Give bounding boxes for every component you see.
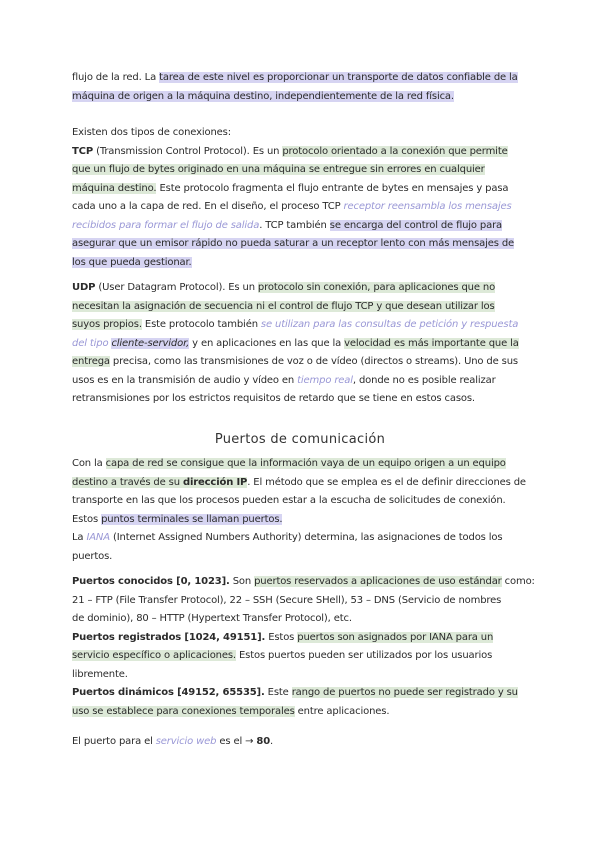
- link-text[interactable]: tiempo real: [297, 374, 353, 386]
- text-line: UDP (User Datagram Protocol). Es un protocolo sin conexión, para aplicaciones que no: [72, 282, 496, 293]
- highlight-purple: tarea de este nivel es proporcionar un transporte de datos confiable de la: [159, 72, 518, 83]
- text-line: TCP (Transmission Control Protocol). Es un protocolo orientado a la conexión que permite: [72, 145, 508, 157]
- highlight-green: suyos propios.: [72, 319, 142, 330]
- text-line: máquina destino. Este protocolo fragmenta el flujo entrante de bytes en mensajes y pasa: [72, 182, 509, 194]
- term-tcp: TCP: [72, 145, 94, 157]
- highlight-green: que un flujo de bytes originado en una máquina se entregue sin errores en cualquier: [72, 164, 485, 175]
- highlight-green: capa de red se consigue que la información vaya de un equipo origen a un equipo: [105, 458, 506, 469]
- paragraph-network-layer: [72, 69, 530, 106]
- highlight-green: velocidad es más importante que la: [344, 337, 519, 349]
- highlight-purple: los que pueda gestionar.: [72, 256, 192, 268]
- text-line: suyos propios. Este protocolo también se utilizan para las consultas de petición y respuesta: [72, 319, 519, 330]
- paragraph-port-ranges: [72, 573, 535, 721]
- text-line: El puerto para el servicio web es el → 80.: [72, 736, 274, 747]
- term-registered-ports: Puertos registrados [1024, 49151].: [72, 631, 266, 643]
- text-line: cada uno a la capa de red. En el diseño, el proceso TCP receptor reensambla los mensajes: [72, 201, 512, 212]
- paragraph-tcp: [72, 124, 530, 272]
- highlight-purple: asegurar que un emisor rápido no pueda saturar a un receptor lento con más mensajes de: [72, 238, 515, 249]
- link-text[interactable]: se utilizan para las consultas de petición y respuesta: [260, 319, 519, 330]
- text-line: [72, 88, 530, 107]
- text-line: servicio específico o aplicaciones. Estos puertos pueden ser utilizados por los usuarios: [72, 650, 493, 661]
- text-line: libremente.: [72, 668, 128, 680]
- text-line: Puertos conocidos [0, 1023]. Son puertos reservados a aplicaciones de uso estándar como:: [72, 576, 535, 587]
- port-number: 80: [256, 736, 271, 747]
- text-line: [72, 254, 530, 273]
- text-line: 21 – FTP (File Transfer Protocol), 22 – SSH (Secure SHell), 53 – DNS (Servicio de nombres: [72, 594, 502, 606]
- text-line: recibidos para formar el flujo de salida. TCP también se encarga del control de flujo para: [72, 219, 503, 231]
- paragraph-web-port: [72, 733, 530, 752]
- highlight-green: destino a través de su: [72, 476, 183, 488]
- text-line: del tipo cliente-servidor, y en aplicaciones en las que la velocidad es más importante que la: [72, 337, 519, 349]
- highlight-green: entrega: [72, 356, 110, 367]
- text-line: uso se establece para conexiones temporales entre aplicaciones.: [72, 705, 390, 717]
- text-line: transporte en las que los procesos pueden estar a la escucha de solicitudes de conexión.: [72, 495, 506, 506]
- text-line: Puertos registrados [1024, 49151]. Estos puertos son asignados por IANA para un: [72, 631, 494, 643]
- highlight-green: uso se establece para conexiones temporales: [72, 705, 295, 717]
- highlight-green: puertos reservados a aplicaciones de uso estándar: [254, 576, 502, 587]
- text-line: retransmisiones por los estrictos requisitos de retardo que se tiene en estos casos.: [72, 393, 475, 404]
- highlight-green: rango de puertos no puede ser registrado y su: [291, 687, 518, 698]
- term-udp: UDP: [72, 282, 96, 293]
- term-well-known-ports: Puertos conocidos [0, 1023].: [72, 576, 230, 587]
- highlight-purple: puntos terminales se llaman puertos.: [101, 513, 283, 525]
- text-line: destino a través de su dirección IP. El método que se emplea es el de definir direcciones de: [72, 476, 526, 488]
- highlight-purple: máquina de origen a la máquina destino, independientemente de la red física.: [72, 90, 454, 102]
- paragraph-ports-intro: [72, 455, 530, 566]
- section-heading: Puertos de comunicación: [214, 432, 386, 447]
- paragraph-udp: [72, 279, 530, 409]
- link-text[interactable]: receptor reensambla los mensajes: [343, 201, 512, 212]
- text-line: [72, 161, 530, 180]
- term-dynamic-ports: Puertos dinámicos [49152, 65535].: [72, 687, 265, 698]
- link-text[interactable]: servicio web: [155, 736, 217, 747]
- text-line: de dominio), 80 – HTTP (Hypertext Transfer Protocol), etc.: [72, 613, 352, 624]
- text-line: entrega precisa, como las transmisiones de voz o de vídeo (directos o streams). Uno de sus: [72, 356, 518, 367]
- text-line: flujo de la red. La tarea de este nivel es proporcionar un transporte de datos confiable de la: [72, 72, 518, 83]
- term-ip-address: dirección IP: [182, 476, 248, 488]
- highlight-green: puertos son asignados por IANA para un: [297, 631, 494, 643]
- highlight-green: necesitan la asignación de secuencia ni el control de flujo TCP y que desean utilizar los: [72, 300, 495, 312]
- text-line: Estos puntos terminales se llaman puertos.: [72, 513, 283, 525]
- text-line: Con la capa de red se consigue que la información vaya de un equipo origen a un equipo: [72, 458, 506, 469]
- text-line: usos es en la transmisión de audio y vídeo en tiempo real, donde no es posible realizar: [72, 374, 496, 386]
- highlight-purple: se encarga del control de flujo para: [329, 219, 503, 231]
- text-line: [72, 235, 530, 254]
- highlight-green: máquina destino.: [72, 182, 157, 194]
- text-line: Existen dos tipos de conexiones:: [72, 127, 231, 138]
- link-text[interactable]: recibidos para formar el flujo de salida: [72, 219, 260, 231]
- link-text[interactable]: IANA: [86, 532, 110, 543]
- link-text[interactable]: del tipo: [72, 337, 112, 349]
- text-line: Puertos dinámicos [49152, 65535]. Este rango de puertos no puede ser registrado y su: [72, 687, 518, 698]
- highlight-purple: cliente-servidor,: [111, 337, 190, 349]
- text-line: puertos.: [72, 550, 113, 562]
- highlight-green: servicio específico o aplicaciones.: [72, 650, 236, 661]
- text-line: [72, 298, 530, 317]
- highlight-green: protocolo sin conexión, para aplicaciones que no: [257, 282, 496, 293]
- highlight-green: protocolo orientado a la conexión que permite: [282, 145, 508, 157]
- text-line: La IANA (Internet Assigned Numbers Authority) determina, las asignaciones de todos los: [72, 532, 503, 543]
